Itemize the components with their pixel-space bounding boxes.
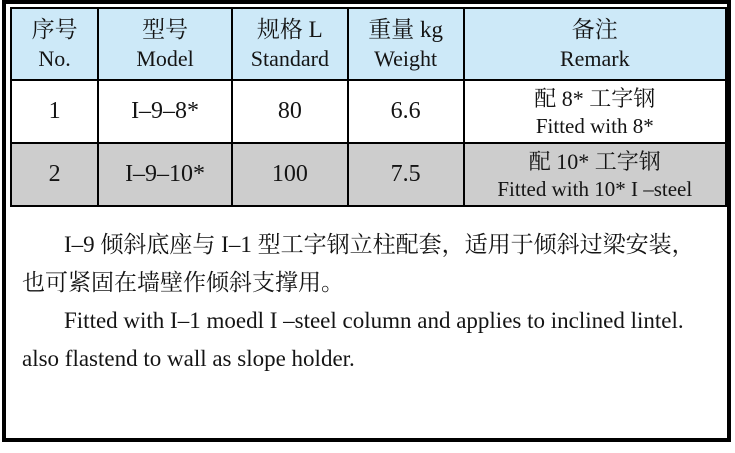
cell-remark: [464, 143, 726, 206]
header-weight-zh: 重量 kg: [368, 17, 444, 42]
header-standard-en: Standard: [250, 46, 329, 71]
spec-table: [10, 7, 727, 207]
header-cell-standard: [232, 8, 348, 80]
remark-en: Fitted with 8*: [535, 113, 654, 138]
header-remark-en: Remark: [559, 46, 630, 71]
cell-standard: 80: [232, 80, 348, 143]
cell-model: I–9–10*: [98, 143, 232, 206]
outer-frame: [2, 0, 731, 442]
cell-no: 2: [11, 143, 98, 206]
description-en: Fitted with I–1 moedl I –steel column and applies to inclined lintel. also flastend to wall as slope holder.: [22, 308, 684, 371]
cell-model: I–9–8*: [98, 80, 232, 143]
header-model-zh: 型号: [142, 17, 189, 42]
description-zh: I–9 倾斜底座与 I–1 型工字钢立柱配套，适用于倾斜过梁安装，也可紧固在墙壁作倾斜支撑用。: [22, 232, 695, 295]
cell-weight: 7.5: [348, 143, 464, 206]
remark-zh: 配 8* 工字钢: [534, 85, 656, 111]
header-remark-zh: 备注: [571, 17, 618, 42]
header-no-zh: 序号: [31, 17, 78, 42]
cell-no: 1: [11, 80, 98, 143]
cell-remark: [464, 80, 726, 143]
header-standard-zh: 规格 L: [256, 17, 323, 42]
header-cell-weight: [348, 8, 464, 80]
product-description: [22, 226, 709, 378]
table-row: [11, 143, 726, 206]
table-row: [11, 80, 726, 143]
header-weight-en: Weight: [374, 46, 438, 71]
remark-zh: 配 10* 工字钢: [528, 148, 661, 174]
remark-en: Fitted with 10* I –steel: [497, 176, 693, 201]
header-cell-remark: [464, 8, 726, 80]
header-cell-no: [11, 8, 98, 80]
header-no-en: No.: [38, 46, 71, 71]
cell-standard: 100: [232, 143, 348, 206]
spec-table-header: [11, 8, 726, 80]
cell-weight: 6.6: [348, 80, 464, 143]
header-cell-model: [98, 8, 232, 80]
header-model-en: Model: [136, 46, 194, 71]
